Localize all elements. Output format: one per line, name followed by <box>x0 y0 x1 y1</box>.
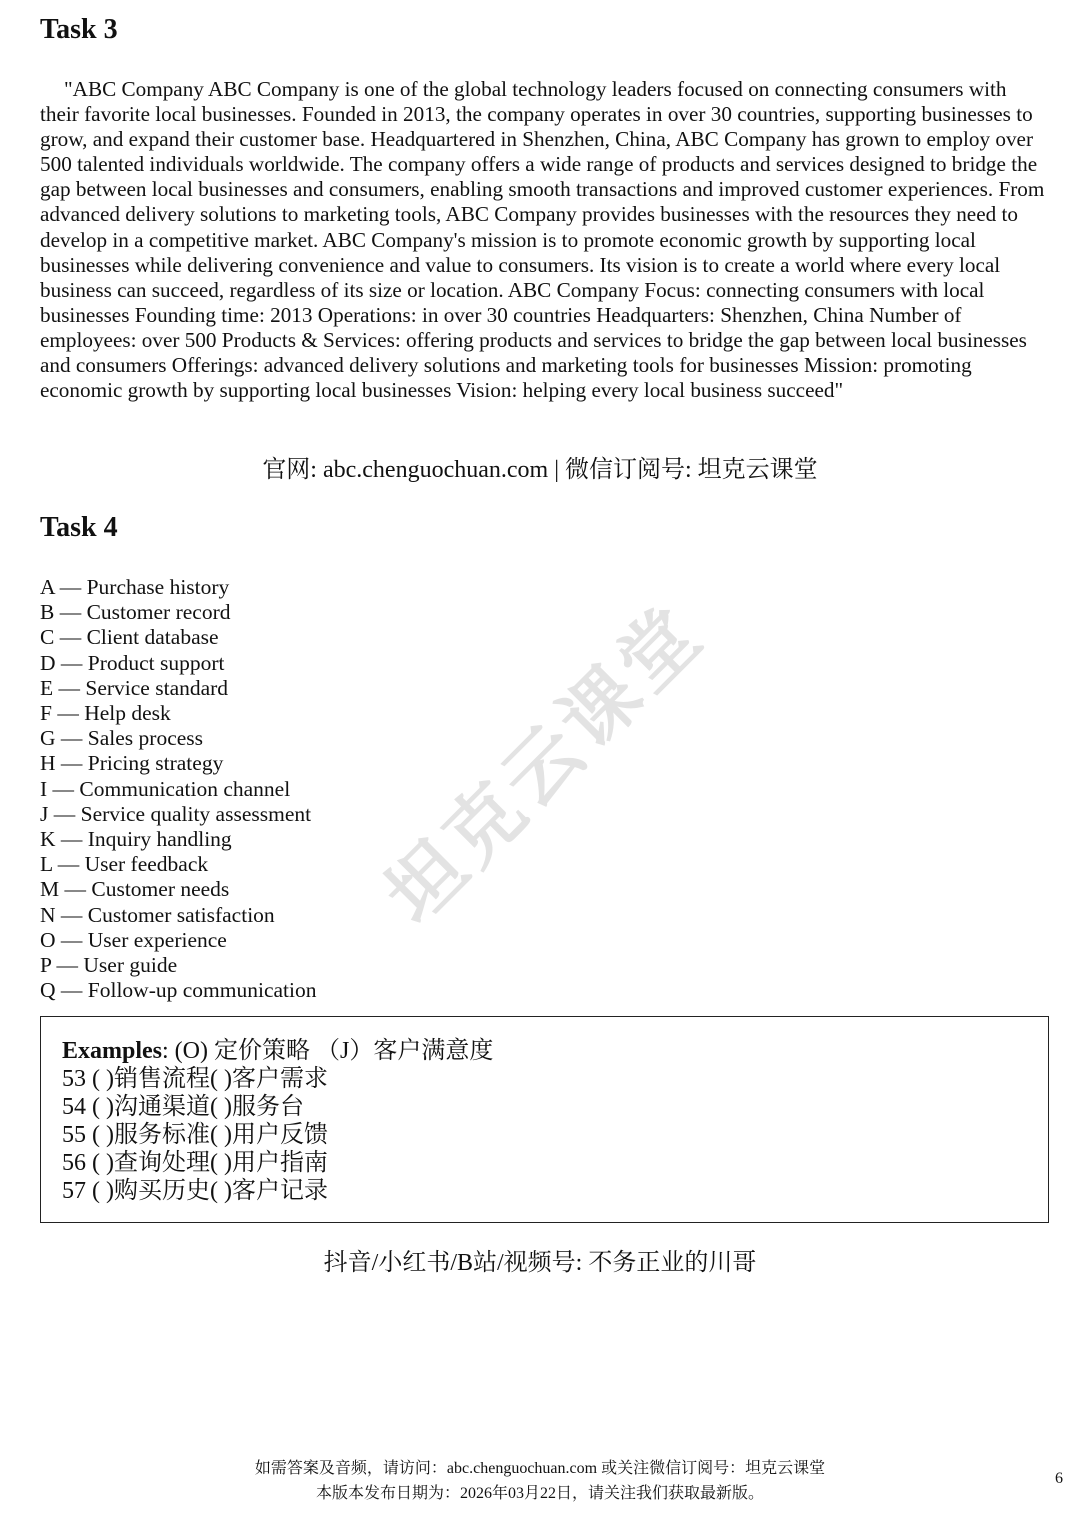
watermark: 坦克云课堂 <box>367 587 721 941</box>
question-56: 56 ( )查询处理( )用户指南 <box>62 1150 328 1176</box>
option-e: E — Service standard <box>40 675 229 700</box>
footer-line-1: 如需答案及音频，请访问：abc.chenguochuan.com 或关注微信订阅号：坦克云课堂 <box>254 1460 826 1477</box>
examples-line <box>62 1037 493 1065</box>
option-n: N — Customer satisfaction <box>40 902 275 927</box>
question-55: 55 ( )服务标准( )用户反馈 <box>62 1122 328 1148</box>
page-footer <box>0 1456 1080 1506</box>
option-p: P — User guide <box>40 953 178 978</box>
website-line: 官网: abc.chenguochuan.com | 微信订阅号: 坦克云课堂 <box>262 457 818 483</box>
option-c: C — Client database <box>40 625 219 650</box>
question-57: 57 ( )购买历史( )客户记录 <box>62 1178 328 1204</box>
option-l: L — User feedback <box>40 852 209 877</box>
task3-passage: "ABC Company ABC Company is one of the global technology leaders focused on connecting consumers with their favorite local businesses. Founded in 2013, the company operates in over 30 countries, supporting businesses to grow, and expand their customer base. Headquartered in Shenzhen, China, ABC Company has grown to employ over 500 talented individuals worldwide. The company offers a wide range of products and services designed to bridge the gap between local businesses and consumers, enabling smooth transactions and improved customer experiences. From advanced delivery solutions to marketing tools, ABC Company provides businesses with the resources they need to develop in a competitive market. ABC Company's mission is to promote economic growth by supporting local businesses while delivering convenience and value to consumers. Its vision is to create a world where every local business can succeed, regardless of its size or location. ABC Company Focus: connecting consumers with local businesses Founding time: 2013 Operations: in over 30 countries Headquarters: Shenzhen, China Number of employees: over 500 Products & Services: offering products and services to bridge the gap between local businesses and consumers Offerings: advanced delivery solutions and marketing tools for businesses Mission: promoting economic growth by supporting local businesses Vision: helping every local business succeed" <box>40 77 1045 403</box>
social-media-line: 抖音/小红书/B站/视频号: 不务正业的川哥 <box>323 1250 757 1276</box>
option-a: A — Purchase history <box>40 575 230 599</box>
option-o: O — User experience <box>40 927 227 952</box>
option-h: H — Pricing strategy <box>40 751 224 776</box>
option-q: Q — Follow-up communication <box>40 978 317 1003</box>
option-f: F — Help desk <box>40 701 171 726</box>
option-k: K — Inquiry handling <box>40 827 232 852</box>
page-number: 6 <box>1055 1470 1063 1487</box>
option-m: M — Customer needs <box>40 877 230 902</box>
task3-heading: Task 3 <box>40 14 118 45</box>
examples-content <box>62 1037 493 1205</box>
question-54: 54 ( )沟通渠道( )服务台 <box>62 1094 304 1120</box>
question-53: 53 ( )销售流程( )客户需求 <box>62 1066 328 1092</box>
option-i: I — Communication channel <box>40 776 291 801</box>
examples-label: Examples <box>62 1038 163 1064</box>
footer-line-2: 本版本发布日期为：2026年03月22日，请关注我们获取最新版。 <box>315 1485 764 1502</box>
option-d: D — Product support <box>40 650 225 675</box>
task4-heading: Task 4 <box>40 512 118 543</box>
option-list <box>40 575 317 1003</box>
option-g: G — Sales process <box>40 726 204 751</box>
examples-box <box>40 1016 1049 1223</box>
option-j: J — Service quality assessment <box>40 801 312 826</box>
examples-text: : (O) 定价策略 （J）客户满意度 <box>162 1038 494 1064</box>
option-b: B — Customer record <box>40 600 231 625</box>
